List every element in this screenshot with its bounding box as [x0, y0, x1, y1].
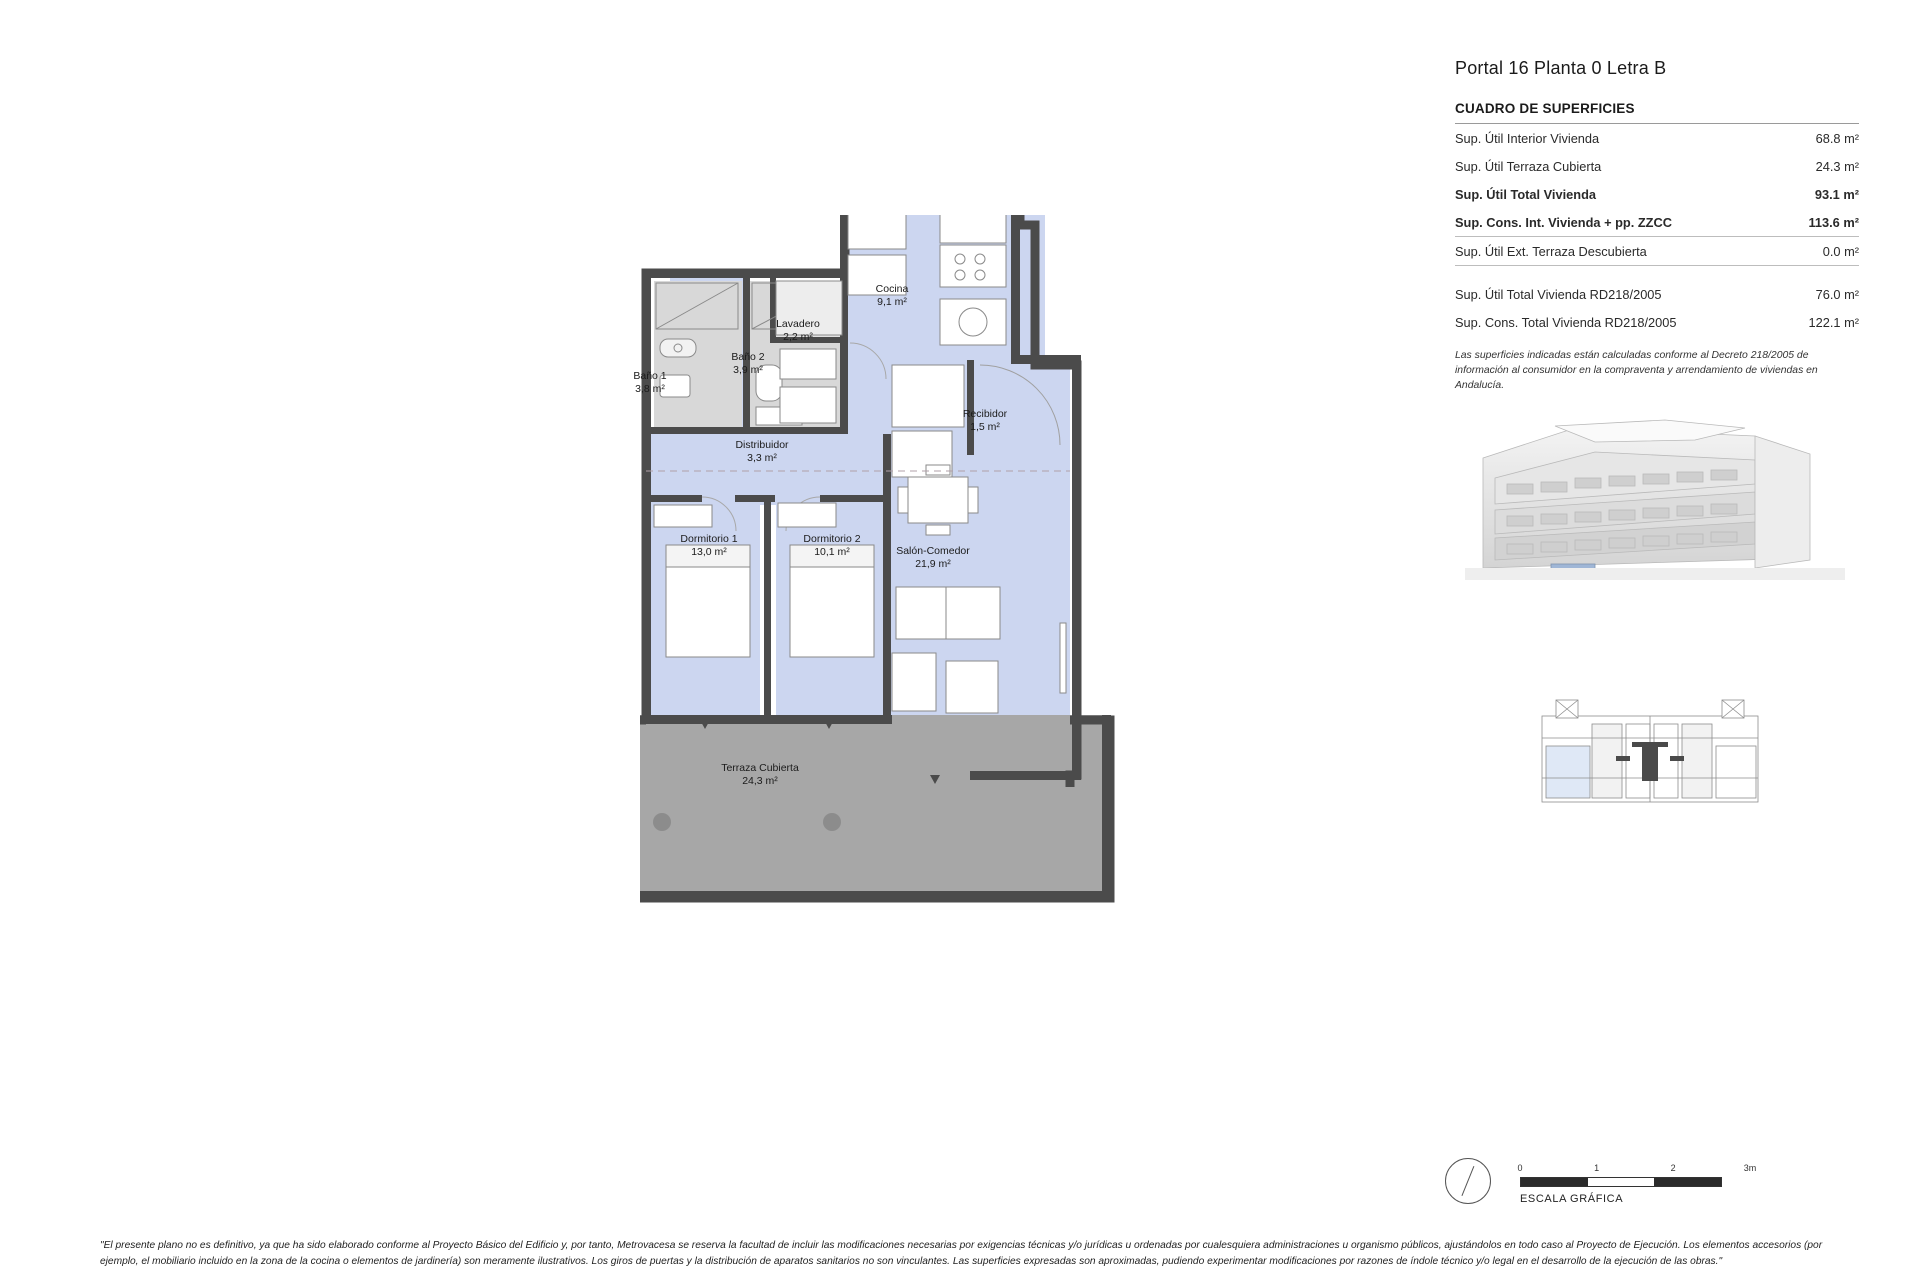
room-label: Distribuidor 3,3 m² [735, 439, 789, 465]
scale-tick: 2 [1670, 1163, 1676, 1173]
room-label: Terraza Cubierta 24,3 m² [721, 762, 799, 788]
surface-label: Sup. Útil Terraza Cubierta [1455, 159, 1602, 174]
room-label: Lavadero 2,2 m² [776, 318, 820, 344]
scale-tick: 0 [1517, 1163, 1523, 1173]
surface-value: 24.3 m² [1815, 159, 1859, 174]
surface-label: Sup. Útil Ext. Terraza Descubierta [1455, 244, 1647, 259]
surface-value: 122.1 m² [1808, 315, 1859, 330]
surface-label: Sup. Útil Interior Vivienda [1455, 131, 1600, 146]
surface-row [1455, 208, 1859, 236]
surface-row [1455, 180, 1859, 208]
surface-value: 0.0 m² [1822, 244, 1859, 259]
legal-note: Las superficies indicadas están calculadas conforme al Decreto 218/2005 de información al consumidor en la compraventa y arrendamiento de viviendas en Andalucía. [1455, 350, 1818, 392]
room-label: Baño 1 3,8 m² [633, 370, 667, 396]
surface-value: 68.8 m² [1815, 131, 1859, 146]
room-label: Recibidor 1,5 m² [962, 408, 1008, 434]
room-label: Baño 2 3,9 m² [731, 351, 765, 377]
surface-label: Sup. Útil Total Vivienda [1455, 187, 1597, 202]
building-render [1455, 418, 1859, 588]
page-title: Portal 16 Planta 0 Letra B [1455, 58, 1667, 78]
panel-subtitle: CUADRO DE SUPERFICIES [1455, 101, 1635, 116]
north-arrow-icon [1445, 1158, 1491, 1204]
surface-row [1455, 124, 1859, 152]
floor-plan-drawing [633, 215, 1260, 1065]
room-label: Salón-Comedor 21,9 m² [896, 545, 970, 571]
surface-value: 93.1 m² [1814, 187, 1859, 202]
surface-row [1455, 280, 1859, 308]
scale-ticks [1517, 1163, 1757, 1174]
scale-bar [1520, 1177, 1722, 1187]
surface-label: Sup. Cons. Total Vivienda RD218/2005 [1455, 315, 1677, 330]
surface-row [1455, 152, 1859, 180]
disclaimer-text: "El presente plano no es definitivo, ya que ha sido elaborado conforme al Proyecto Básico del Edificio y, por tanto, Metrovacesa se reserva la facultad de incluir las modificaciones necesarias por exigencias técnicas y/o jurídicas u ordenadas por cualesquiera administraciones u organismo públicos, ajustándolos en todo caso al Proyecto de Ejecución. Los elementos accesorios (por ejemplo, el mobiliario incluido en la zona de la cocina o elementos de jardinería) son meramente ilustrativos. Los giros de puertas y la distribución de aparatos sanitarios no son vinculantes. Las superficies expresadas son aproximadas, pudiendo experimentar modificaciones por razones de índole técnico y/o legal en el desarrollo de la ejecución de las obras." [100, 1240, 1823, 1267]
surface-label: Sup. Útil Total Vivienda RD218/2005 [1455, 287, 1662, 302]
surface-row [1455, 237, 1859, 265]
room-label: Dormitorio 2 10,1 m² [803, 533, 861, 559]
surface-label: Sup. Cons. Int. Vivienda + pp. ZZCC [1455, 215, 1672, 230]
surface-panel [1455, 58, 1859, 393]
surface-value: 76.0 m² [1815, 287, 1859, 302]
surface-value: 113.6 m² [1808, 215, 1859, 230]
surface-row [1455, 308, 1859, 336]
key-plan [1530, 690, 1770, 820]
scale-tick: 3m [1743, 1163, 1757, 1173]
scale-tick: 1 [1594, 1163, 1600, 1173]
room-label: Cocina 9,1 m² [875, 283, 909, 309]
graphic-scale [1445, 1155, 1865, 1215]
scale-label: ESCALA GRÁFICA [1520, 1193, 1624, 1205]
room-label: Dormitorio 1 13,0 m² [680, 533, 738, 559]
